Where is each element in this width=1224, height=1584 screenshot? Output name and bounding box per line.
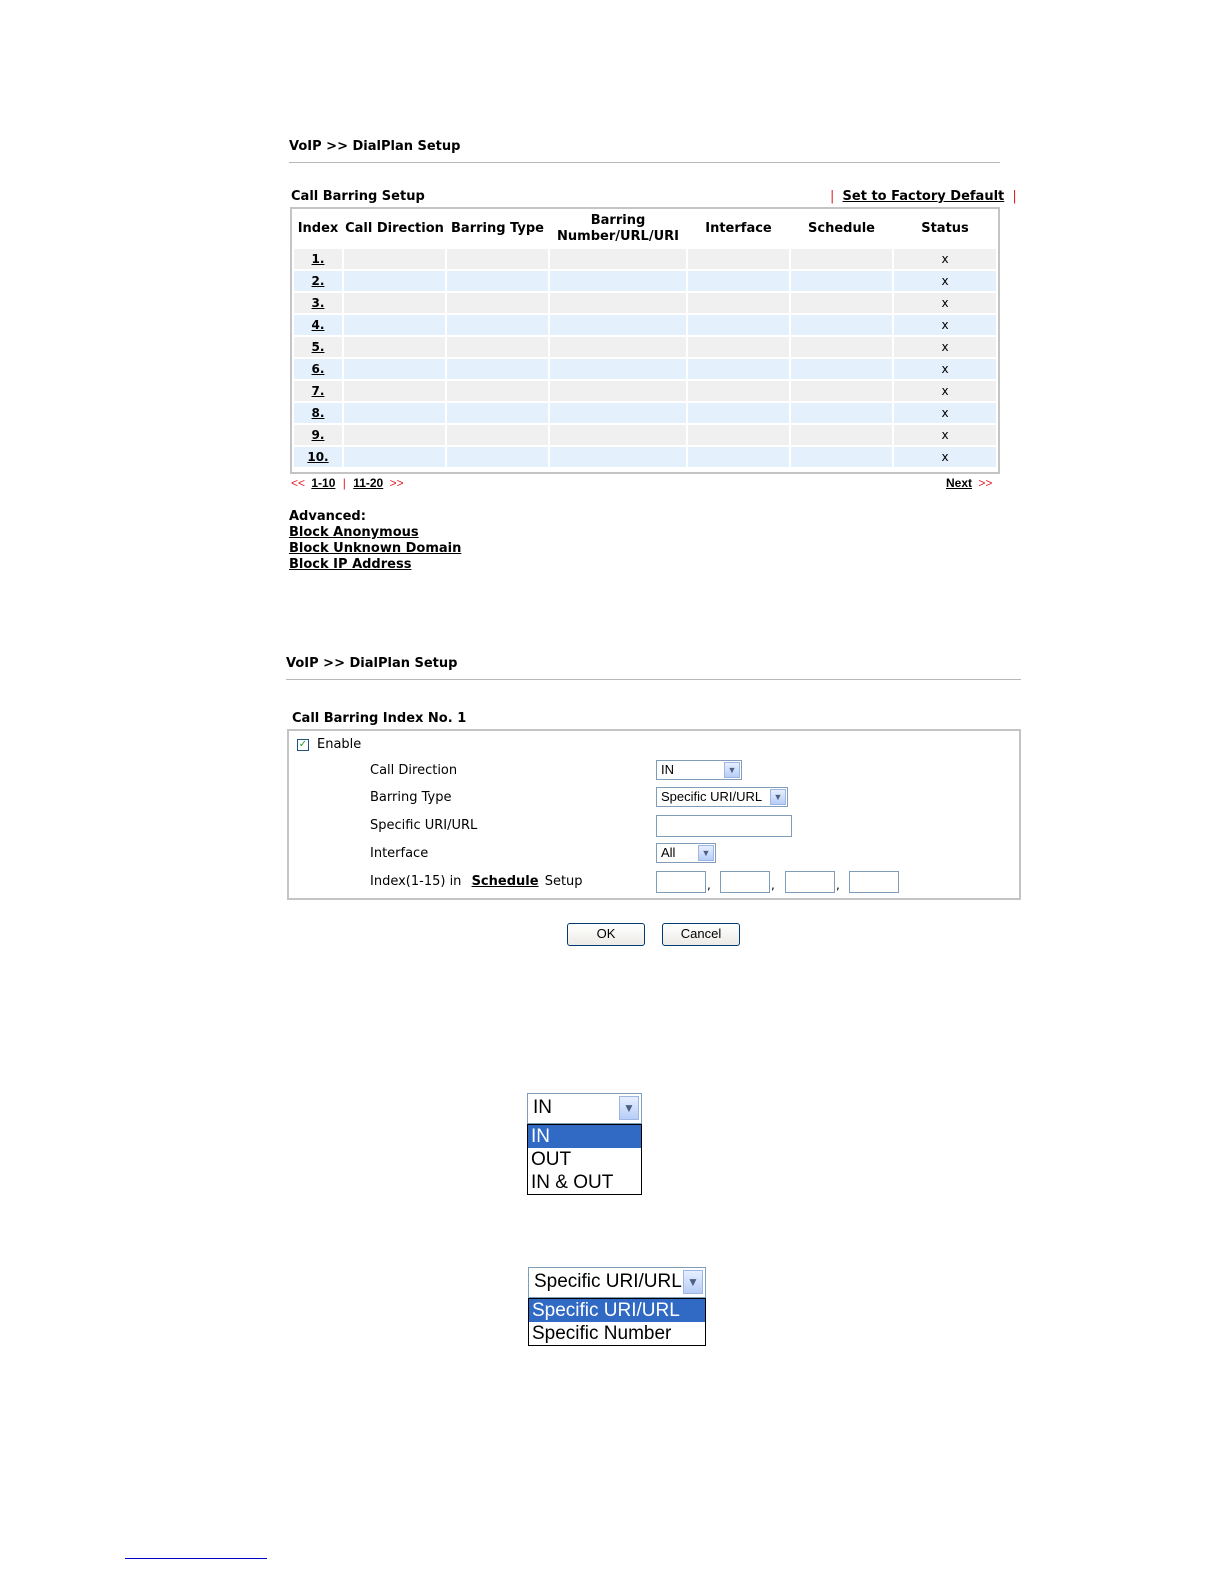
status-cell: x [894, 381, 996, 401]
column-header: Schedule [808, 221, 875, 236]
table-cell [550, 315, 686, 335]
table-cell [688, 271, 789, 291]
table-cell [688, 381, 789, 401]
table-row [294, 381, 996, 401]
separator: | [1012, 189, 1017, 204]
footnote-rule [125, 1558, 267, 1559]
table-row [294, 249, 996, 269]
table-cell [688, 359, 789, 379]
status-cell: x [894, 359, 996, 379]
schedule-link[interactable]: Schedule [471, 874, 539, 889]
status-cell: x [894, 425, 996, 445]
cancel-button[interactable]: Cancel [662, 923, 740, 946]
call-direction-value: IN [661, 762, 674, 777]
divider [286, 679, 1021, 680]
column-header: Interface [705, 221, 772, 236]
index-link[interactable]: 8. [311, 406, 325, 420]
schedule-label-post: Setup [544, 874, 583, 889]
index-link[interactable]: 5. [311, 340, 325, 354]
block-anonymous-link[interactable]: Block Anonymous [289, 525, 419, 540]
table-cell [791, 381, 892, 401]
table-row [294, 293, 996, 313]
enable-label: Enable [317, 737, 362, 752]
index-cell [294, 337, 342, 357]
table-cell [550, 271, 686, 291]
dropdown-selected-value: IN [533, 1097, 552, 1118]
table-cell [688, 315, 789, 335]
table-cell [688, 425, 789, 445]
status-cell: x [894, 447, 996, 467]
table-cell [344, 315, 445, 335]
next-arrows: >> [389, 476, 404, 490]
table-cell [447, 381, 548, 401]
index-link[interactable]: 6. [311, 362, 325, 376]
index-cell [294, 315, 342, 335]
index-cell [294, 381, 342, 401]
table-cell [344, 293, 445, 313]
prev-arrows: << [291, 476, 306, 490]
table-cell [447, 337, 548, 357]
schedule-index-input-2[interactable] [720, 871, 770, 893]
option-specific-number[interactable]: Specific Number [532, 1323, 672, 1344]
barring-type-select[interactable] [656, 787, 788, 807]
table-cell [344, 249, 445, 269]
specific-uri-label: Specific URI/URL [370, 818, 478, 833]
form-title: Call Barring Index No. 1 [292, 711, 467, 726]
table-cell [550, 249, 686, 269]
table-cell [688, 447, 789, 467]
table-cell [447, 271, 548, 291]
separator: , [771, 878, 775, 892]
table-row [294, 403, 996, 423]
index-link[interactable]: 7. [311, 384, 325, 398]
barring-type-options [528, 1298, 706, 1346]
table-cell [447, 447, 548, 467]
call-direction-options [527, 1124, 642, 1195]
call-barring-table [290, 207, 1000, 474]
separator: , [836, 878, 840, 892]
specific-uri-input[interactable] [656, 815, 792, 837]
index-cell [294, 293, 342, 313]
schedule-index-input-3[interactable] [785, 871, 835, 893]
option-specific-uri-url[interactable]: Specific URI/URL [529, 1299, 705, 1322]
index-link[interactable]: 4. [311, 318, 325, 332]
breadcrumb: VoIP >> DialPlan Setup [286, 656, 458, 671]
factory-default-area [830, 189, 1017, 204]
table-cell [344, 403, 445, 423]
schedule-label [370, 874, 583, 889]
status-cell: x [894, 271, 996, 291]
table-cell [344, 447, 445, 467]
table-cell [344, 359, 445, 379]
table-cell [447, 293, 548, 313]
table-cell [791, 271, 892, 291]
table-row [294, 359, 996, 379]
pager-next [946, 476, 992, 490]
table-cell [791, 359, 892, 379]
table-cell [447, 425, 548, 445]
barring-type-dropdown-head[interactable] [528, 1267, 706, 1298]
table-cell [791, 315, 892, 335]
schedule-index-input-1[interactable] [656, 871, 706, 893]
status-cell: x [894, 315, 996, 335]
column-header: Barring Type [451, 221, 544, 236]
table-row [294, 315, 996, 335]
table-cell [688, 293, 789, 313]
option-in[interactable]: IN [528, 1125, 641, 1148]
table-cell [791, 293, 892, 313]
next-arrows: >> [978, 476, 993, 490]
table-cell [550, 403, 686, 423]
column-header: Index [297, 221, 339, 236]
set-factory-default-link[interactable]: Set to Factory Default [842, 189, 1005, 204]
call-direction-dropdown-head[interactable] [527, 1093, 642, 1124]
table-cell [550, 337, 686, 357]
call-direction-label: Call Direction [370, 763, 458, 778]
pager [291, 476, 404, 490]
column-header: Status [921, 221, 969, 236]
table-cell [791, 447, 892, 467]
call-direction-select[interactable] [656, 760, 742, 780]
block-unknown-domain-link[interactable]: Block Unknown Domain [289, 541, 462, 556]
index-cell [294, 271, 342, 291]
table-cell [550, 381, 686, 401]
chevron-down-icon[interactable]: ▼ [724, 762, 740, 778]
chevron-down-icon[interactable]: ▼ [698, 845, 714, 861]
chevron-down-icon[interactable]: ▼ [619, 1096, 639, 1120]
status-cell: x [894, 293, 996, 313]
interface-label: Interface [370, 846, 429, 861]
status-cell: x [894, 249, 996, 269]
chevron-down-icon[interactable]: ▼ [770, 789, 786, 805]
barring-type-label: Barring Type [370, 790, 452, 805]
table-cell [344, 381, 445, 401]
option-out[interactable]: OUT [531, 1149, 572, 1170]
divider [289, 162, 1000, 163]
table-cell [791, 403, 892, 423]
index-cell [294, 359, 342, 379]
table-cell [550, 447, 686, 467]
index-link[interactable]: 1. [311, 252, 325, 266]
page-link-11-20[interactable]: 11-20 [353, 476, 384, 490]
table-row [294, 337, 996, 357]
barring-type-dropdown-open [528, 1267, 706, 1346]
next-link[interactable]: Next [946, 476, 973, 490]
column-header: Call Direction [345, 221, 444, 236]
column-header: Barring Number/URL/URI [557, 213, 679, 244]
status-cell: x [894, 403, 996, 423]
table-cell [550, 359, 686, 379]
interface-select[interactable] [656, 843, 716, 863]
page-link-1-10[interactable]: 1-10 [311, 476, 336, 490]
advanced-section [289, 509, 461, 573]
table-cell [688, 337, 789, 357]
table-cell [447, 403, 548, 423]
status-cell: x [894, 337, 996, 357]
call-direction-dropdown-open [527, 1093, 642, 1195]
table-cell [344, 271, 445, 291]
schedule-index-input-4[interactable] [849, 871, 899, 893]
interface-value: All [661, 845, 676, 860]
table-cell [550, 293, 686, 313]
option-in-out[interactable]: IN & OUT [531, 1172, 614, 1193]
check-icon: ✓ [298, 739, 308, 750]
index-cell [294, 425, 342, 445]
index-link[interactable]: 2. [311, 274, 325, 288]
enable-checkbox[interactable] [297, 739, 309, 751]
table-cell [447, 315, 548, 335]
table-title: Call Barring Setup [291, 189, 425, 204]
table-cell [447, 359, 548, 379]
table-cell [344, 337, 445, 357]
advanced-label: Advanced: [289, 509, 366, 524]
table-cell [688, 249, 789, 269]
schedule-label-pre: Index(1-15) in [370, 874, 462, 889]
table-cell [791, 337, 892, 357]
separator: , [707, 878, 711, 892]
separator: | [830, 189, 835, 204]
table-cell [344, 425, 445, 445]
table-cell [791, 425, 892, 445]
index-cell [294, 447, 342, 467]
index-cell [294, 403, 342, 423]
index-link[interactable]: 3. [311, 296, 325, 310]
chevron-down-icon[interactable]: ▼ [683, 1270, 703, 1294]
table-cell [791, 249, 892, 269]
table-row [294, 425, 996, 445]
index-link[interactable]: 9. [311, 428, 325, 442]
block-ip-address-link[interactable]: Block IP Address [289, 557, 412, 572]
separator: | [342, 476, 346, 490]
breadcrumb: VoIP >> DialPlan Setup [289, 139, 461, 154]
table-cell [688, 403, 789, 423]
barring-type-value: Specific URI/URL [661, 789, 763, 804]
ok-button[interactable]: OK [567, 923, 645, 946]
table-row [294, 447, 996, 467]
dropdown-selected-value: Specific URI/URL [534, 1271, 682, 1292]
table-row [294, 271, 996, 291]
index-link[interactable]: 10. [307, 450, 329, 464]
index-cell [294, 249, 342, 269]
table-cell [447, 249, 548, 269]
table-header-row [294, 211, 996, 247]
table-cell [550, 425, 686, 445]
